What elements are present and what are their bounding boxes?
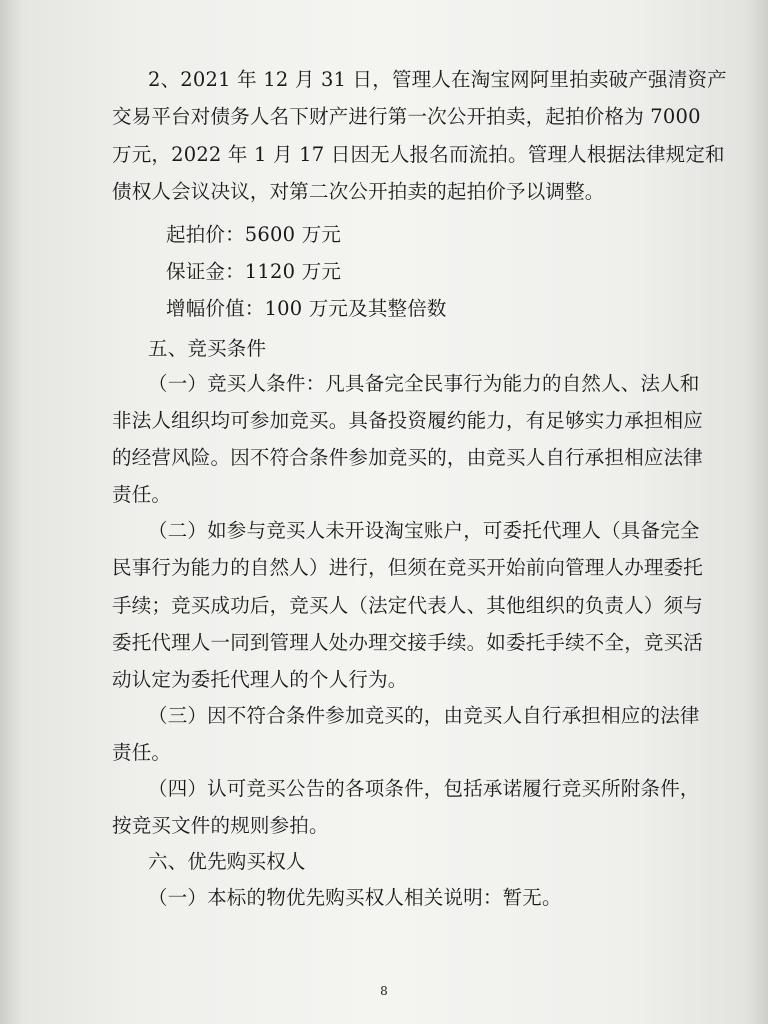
page-edge-shadow-right (746, 0, 768, 1024)
deposit-amount: 保证金：1120 万元 (166, 260, 342, 283)
paragraph-2-line-2: 交易平台对债务人名下财产进行第一次公开拍卖，起拍价格为 7000 (112, 105, 701, 128)
section-5-item-1-line-1: （一）竞买人条件：凡具备完全民事行为能力的自然人、法人和 (148, 372, 700, 395)
section-5-item-1-line-4: 责任。 (112, 483, 172, 506)
paragraph-2-line-1: 2、2021 年 12 月 31 日，管理人在淘宝网阿里拍卖破产强清资产 (148, 68, 727, 91)
section-5-item-2-line-1: （二）如参与竞买人未开设淘宝账户，可委托代理人（具备完全 (148, 519, 700, 542)
section-5-heading: 五、竞买条件 (148, 337, 267, 360)
section-5-item-1-line-2: 非法人组织均可参加竞买。具备投资履约能力，有足够实力承担相应 (112, 409, 704, 432)
section-6-heading: 六、优先购买权人 (148, 850, 306, 873)
section-5-item-4-line-2: 按竞买文件的规则参拍。 (112, 814, 329, 837)
section-5-item-2-line-4: 委托代理人一同到管理人处办理交接手续。如委托手续不全，竞买活 (112, 631, 704, 654)
page-number: 8 (380, 984, 388, 998)
bid-increment: 增幅价值：100 万元及其整倍数 (166, 297, 447, 320)
page-edge-shadow-left (0, 0, 22, 1024)
section-5-item-3-line-2: 责任。 (112, 741, 172, 764)
starting-price: 起拍价：5600 万元 (166, 223, 342, 246)
section-5-item-3-line-1: （三）因不符合条件参加竞买的，由竞买人自行承担相应的法律 (148, 704, 700, 727)
section-5-item-2-line-2: 民事行为能力的自然人）进行，但须在竞买开始前向管理人办理委托 (112, 556, 704, 579)
paragraph-2-line-3: 万元，2022 年 1 月 17 日因无人报名而流拍。管理人根据法律规定和 (112, 143, 725, 166)
section-5-item-1-line-3: 的经营风险。因不符合条件参加竞买的，由竞买人自行承担相应法律 (112, 446, 704, 469)
section-6-item-1: （一）本标的物优先购买权人相关说明：暂无。 (148, 886, 562, 909)
section-5-item-4-line-1: （四）认可竞买公告的各项条件，包括承诺履行竞买所附条件， (148, 777, 700, 800)
paragraph-2-line-4: 债权人会议决议，对第二次公开拍卖的起拍价予以调整。 (112, 180, 605, 203)
section-5-item-2-line-3: 手续；竞买成功后，竞买人（法定代表人、其他组织的负责人）须与 (112, 594, 704, 617)
section-5-item-2-line-5: 动认定为委托代理人的个人行为。 (112, 668, 408, 691)
